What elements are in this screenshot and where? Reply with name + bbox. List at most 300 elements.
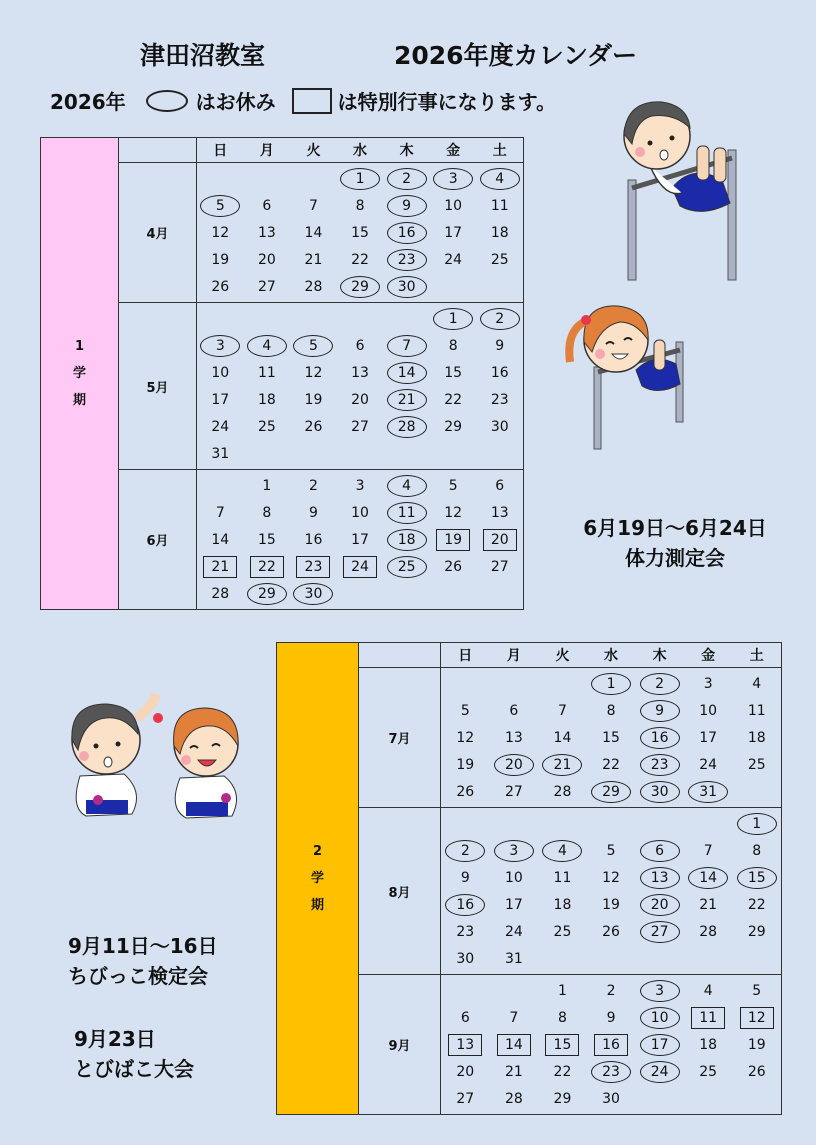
week-row [441, 810, 781, 837]
calendar-date: 8 [557, 1009, 567, 1026]
calendar-date: 25 [490, 251, 509, 268]
calendar-date [383, 307, 430, 331]
week-row [197, 440, 523, 467]
legend-event-text: は特別行事になります。 [337, 90, 557, 114]
special-event-date: 14 [490, 1033, 539, 1057]
holiday-date: 1 [587, 672, 636, 696]
calendar-date: 8 [606, 702, 616, 719]
calendar-date: 31 [211, 445, 230, 462]
special-event-date: 13 [441, 1033, 490, 1057]
vaulting-meet-event: とびばこ大会 [74, 1057, 194, 1081]
calendar-date: 27 [257, 278, 276, 295]
calendar-date [684, 812, 733, 836]
calendar-date: 9 [606, 1009, 616, 1026]
calendar-date: 8 [262, 504, 272, 521]
calendar-date: 7 [557, 702, 567, 719]
calendar-date: 28 [304, 278, 323, 295]
calendar-date: 9 [460, 869, 470, 886]
calendar-date: 15 [257, 531, 276, 548]
week-row [441, 837, 781, 864]
holiday-date: 30 [383, 275, 430, 299]
holiday-date: 30 [635, 780, 684, 804]
kids-cheering-illustration [40, 688, 250, 828]
holiday-date: 21 [538, 753, 587, 777]
week-row [197, 246, 523, 273]
calendar-date [441, 812, 490, 836]
holiday-date: 24 [635, 1060, 684, 1084]
week-row [197, 192, 523, 219]
holiday-date: 23 [587, 1060, 636, 1084]
calendar-date [430, 442, 477, 466]
calendar-date [587, 812, 636, 836]
week-row [197, 413, 523, 440]
calendar-date [732, 947, 781, 971]
calendar-date [290, 442, 337, 466]
weekday-header-row [41, 138, 524, 163]
calendar-date [684, 947, 733, 971]
calendar-date: 18 [490, 224, 509, 241]
special-event-date: 21 [197, 555, 244, 579]
calendar-date: 6 [355, 337, 365, 354]
calendar-date [197, 167, 244, 191]
calendar-date: 22 [553, 1063, 572, 1080]
calendar-date [490, 672, 539, 696]
calendar-date: 6 [262, 197, 272, 214]
term-label-char: 2 [312, 844, 323, 859]
week-row [197, 273, 523, 300]
calendar-date: 28 [211, 585, 230, 602]
week-row [441, 1031, 781, 1058]
holiday-date: 2 [635, 672, 684, 696]
calendar-date: 28 [553, 783, 572, 800]
calendar-date [490, 812, 539, 836]
weekday-label: 水 [604, 648, 619, 664]
calendar-date [732, 1087, 781, 1111]
weekday-header-row [277, 643, 782, 668]
holiday-date: 4 [244, 334, 291, 358]
calendar-date [383, 442, 430, 466]
special-event-date: 24 [337, 555, 384, 579]
calendar-date: 12 [444, 504, 463, 521]
calendar-date: 4 [752, 675, 762, 692]
calendar-date: 12 [602, 869, 620, 886]
holiday-date: 6 [635, 839, 684, 863]
calendar-date: 18 [747, 729, 766, 746]
week-row [197, 386, 523, 413]
calendar-date: 25 [257, 418, 276, 435]
calendar-date: 21 [304, 251, 323, 268]
calendar-date: 25 [553, 923, 572, 940]
week-row [197, 165, 523, 192]
skill-test-event: ちびっこ検定会 [68, 964, 208, 988]
calendar-date: 15 [602, 729, 620, 746]
calendar-date [244, 307, 291, 331]
calendar-date: 19 [602, 896, 620, 913]
month-label: 5月 [119, 303, 197, 470]
week-row [197, 472, 523, 499]
holiday-date: 16 [383, 221, 430, 245]
calendar-date: 3 [355, 477, 365, 494]
girl-horizontal-bar-illustration [558, 292, 698, 452]
month-label: 6月 [119, 470, 197, 610]
calendar-date: 14 [553, 729, 572, 746]
calendar-date: 27 [456, 1090, 475, 1107]
weekday-label: 火 [555, 648, 570, 664]
calendar-date: 10 [211, 364, 230, 381]
calendar-date: 11 [553, 869, 572, 886]
weekday-label: 金 [446, 143, 461, 159]
calendar-title: 2026年度カレンダー [394, 41, 637, 70]
calendar-date: 13 [490, 504, 509, 521]
calendar-date [635, 947, 684, 971]
calendar-date: 17 [444, 224, 463, 241]
calendar-date: 14 [211, 531, 230, 548]
calendar-date: 30 [490, 418, 509, 435]
calendar-date: 5 [460, 702, 470, 719]
month-label: 7月 [359, 668, 441, 808]
holiday-date: 25 [383, 555, 430, 579]
calendar-date: 7 [703, 842, 713, 859]
calendar-date: 19 [211, 251, 230, 268]
term-label [277, 643, 359, 1115]
calendar-date: 14 [304, 224, 323, 241]
special-event-date: 19 [430, 528, 477, 552]
calendar-date: 17 [211, 391, 230, 408]
holiday-date: 18 [383, 528, 430, 552]
term2-calendar [276, 642, 782, 1115]
holiday-date: 5 [290, 334, 337, 358]
calendar-date: 5 [448, 477, 458, 494]
calendar-date: 30 [456, 950, 475, 967]
calendar-date [732, 780, 781, 804]
calendar-date: 24 [444, 251, 463, 268]
calendar-date: 22 [351, 251, 369, 268]
special-event-date: 23 [290, 555, 337, 579]
calendar-date: 20 [257, 251, 276, 268]
skill-test-dates: 9月11日～16日 [68, 934, 218, 958]
special-event-date: 12 [732, 1006, 781, 1030]
calendar-date: 8 [752, 842, 762, 859]
calendar-date [587, 947, 636, 971]
holiday-date: 17 [635, 1033, 684, 1057]
term-label-char: 学 [72, 366, 86, 381]
calendar-date: 25 [699, 1063, 718, 1080]
calendar-date: 18 [699, 1036, 718, 1053]
special-event-date: 15 [538, 1033, 587, 1057]
holiday-date: 4 [383, 474, 430, 498]
holiday-date: 4 [538, 839, 587, 863]
calendar-date: 31 [504, 950, 523, 967]
calendar-date: 13 [257, 224, 276, 241]
calendar-date [476, 275, 523, 299]
month-label: 8月 [359, 808, 441, 975]
week-row [441, 977, 781, 1004]
holiday-date: 3 [430, 167, 477, 191]
calendar-date: 6 [509, 702, 519, 719]
calendar-date [538, 812, 587, 836]
calendar-date [383, 582, 430, 606]
term-label-char: 期 [72, 393, 86, 408]
calendar-date: 22 [602, 756, 620, 773]
calendar-date: 10 [444, 197, 463, 214]
holiday-date: 16 [635, 726, 684, 750]
calendar-date: 23 [490, 391, 509, 408]
holiday-date: 2 [383, 167, 430, 191]
header-corner [359, 643, 441, 668]
holiday-date: 29 [244, 582, 291, 606]
calendar-date: 13 [351, 364, 369, 381]
calendar-date: 29 [747, 923, 766, 940]
holiday-date: 23 [635, 753, 684, 777]
calendar-date: 9 [495, 337, 505, 354]
holiday-date: 16 [441, 893, 490, 917]
week-row [441, 1085, 781, 1112]
holiday-date: 2 [476, 307, 523, 331]
header-corner [119, 138, 197, 163]
weekday-label: 木 [399, 143, 414, 159]
calendar-date [337, 442, 384, 466]
calendar-date: 20 [456, 1063, 475, 1080]
holiday-date: 3 [635, 979, 684, 1003]
holiday-date: 1 [732, 812, 781, 836]
holiday-date: 14 [383, 361, 430, 385]
holiday-date: 14 [684, 866, 733, 890]
calendar-date [337, 307, 384, 331]
legend-year: 2026年 [50, 90, 126, 114]
vaulting-meet-date: 9月23日 [74, 1027, 156, 1051]
calendar-date: 4 [703, 982, 713, 999]
calendar-date [430, 275, 477, 299]
weekday-label: 月 [259, 143, 274, 159]
weekday-label: 土 [749, 648, 764, 664]
term-label [41, 138, 119, 610]
week-row [441, 751, 781, 778]
holiday-date: 15 [732, 866, 781, 890]
calendar-date: 19 [747, 1036, 766, 1053]
calendar-date: 1 [557, 982, 567, 999]
holiday-date: 29 [337, 275, 384, 299]
holiday-date: 7 [383, 334, 430, 358]
calendar-date: 24 [699, 756, 718, 773]
skill-test-note [68, 931, 218, 991]
weekday-label: 火 [306, 143, 321, 159]
calendar-date [476, 582, 523, 606]
calendar-date: 27 [504, 783, 523, 800]
term1-calendar [40, 137, 524, 610]
holiday-date: 13 [635, 866, 684, 890]
calendar-date: 12 [211, 224, 230, 241]
calendar-date: 10 [504, 869, 523, 886]
calendar-date: 26 [456, 783, 475, 800]
calendar-date [244, 167, 291, 191]
calendar-date [538, 947, 587, 971]
holiday-date: 27 [635, 920, 684, 944]
fitness-test-event: 体力測定会 [625, 546, 725, 570]
calendar-date: 15 [444, 364, 463, 381]
calendar-date: 30 [602, 1090, 620, 1107]
week-row [441, 1058, 781, 1085]
calendar-date: 17 [504, 896, 523, 913]
calendar-date: 8 [355, 197, 365, 214]
calendar-date [490, 979, 539, 1003]
calendar-date: 2 [308, 477, 318, 494]
calendar-date [635, 1087, 684, 1111]
week-row [197, 580, 523, 607]
term-label-char: 学 [310, 871, 324, 886]
calendar-date [290, 167, 337, 191]
month-label: 9月 [359, 975, 441, 1115]
holiday-date: 3 [197, 334, 244, 358]
week-row [197, 526, 523, 553]
boy-horizontal-bar-illustration [602, 88, 752, 283]
holiday-date: 9 [635, 699, 684, 723]
month-label: 4月 [119, 163, 197, 303]
special-event-date: 20 [476, 528, 523, 552]
calendar-date: 7 [308, 197, 318, 214]
calendar-date: 24 [211, 418, 230, 435]
term-label-char: 1 [74, 339, 85, 354]
holiday-date: 21 [383, 388, 430, 412]
calendar-date: 11 [490, 197, 509, 214]
calendar-date: 11 [747, 702, 766, 719]
weekday-label: 金 [701, 648, 716, 664]
calendar-date [197, 474, 244, 498]
holiday-date: 10 [635, 1006, 684, 1030]
calendar-date: 17 [699, 729, 718, 746]
calendar-date: 7 [215, 504, 225, 521]
calendar-date [441, 979, 490, 1003]
calendar-date: 7 [509, 1009, 519, 1026]
calendar-date: 19 [456, 756, 475, 773]
week-row [197, 359, 523, 386]
calendar-date: 6 [460, 1009, 470, 1026]
calendar-date [197, 307, 244, 331]
calendar-date [430, 582, 477, 606]
week-row [441, 1004, 781, 1031]
week-row [441, 670, 781, 697]
calendar-date: 26 [211, 278, 230, 295]
calendar-date: 19 [304, 391, 323, 408]
special-event-date: 11 [684, 1006, 733, 1030]
calendar-date: 26 [602, 923, 620, 940]
calendar-date: 28 [699, 923, 718, 940]
holiday-date: 9 [383, 194, 430, 218]
weekday-label: 日 [458, 648, 473, 664]
calendar-date: 2 [606, 982, 616, 999]
calendar-date [337, 582, 384, 606]
calendar-date: 11 [257, 364, 276, 381]
calendar-date: 17 [351, 531, 369, 548]
calendar-date [538, 672, 587, 696]
calendar-date: 26 [747, 1063, 766, 1080]
calendar-date: 25 [747, 756, 766, 773]
box-marker-sample [292, 88, 332, 114]
calendar-date [684, 1087, 733, 1111]
calendar-date: 1 [262, 477, 272, 494]
week-row [441, 697, 781, 724]
week-row [197, 553, 523, 580]
calendar-date: 18 [553, 896, 572, 913]
calendar-date: 16 [304, 531, 323, 548]
term-label-char: 期 [310, 898, 324, 913]
holiday-date: 30 [290, 582, 337, 606]
holiday-date: 3 [490, 839, 539, 863]
calendar-date: 10 [699, 702, 718, 719]
calendar-date: 15 [351, 224, 369, 241]
calendar-date: 12 [304, 364, 323, 381]
calendar-date: 13 [504, 729, 523, 746]
calendar-date: 23 [456, 923, 475, 940]
calendar-date: 29 [444, 418, 463, 435]
calendar-date [476, 442, 523, 466]
week-row [197, 219, 523, 246]
legend-holiday-text: はお休み [195, 90, 276, 114]
holiday-date: 20 [635, 893, 684, 917]
holiday-date: 20 [490, 753, 539, 777]
holiday-date: 23 [383, 248, 430, 272]
calendar-date: 29 [553, 1090, 572, 1107]
calendar-date: 9 [308, 504, 318, 521]
calendar-date: 22 [444, 391, 463, 408]
week-row [441, 918, 781, 945]
calendar-date: 6 [495, 477, 505, 494]
calendar-date: 12 [456, 729, 475, 746]
calendar-date: 22 [747, 896, 766, 913]
calendar-date [635, 812, 684, 836]
calendar-date [441, 672, 490, 696]
holiday-date: 1 [337, 167, 384, 191]
holiday-date: 31 [684, 780, 733, 804]
calendar-date: 8 [448, 337, 458, 354]
holiday-date: 29 [587, 780, 636, 804]
week-row [197, 499, 523, 526]
weekday-label: 水 [353, 143, 368, 159]
calendar-date: 28 [504, 1090, 523, 1107]
week-row [441, 864, 781, 891]
holiday-date: 28 [383, 415, 430, 439]
weekday-label: 月 [506, 648, 521, 664]
holiday-date: 1 [430, 307, 477, 331]
calendar-date: 26 [444, 558, 463, 575]
week-row [441, 945, 781, 972]
calendar-date: 18 [257, 391, 276, 408]
holiday-date: 11 [383, 501, 430, 525]
week-row [197, 332, 523, 359]
holiday-date: 2 [441, 839, 490, 863]
fitness-test-note [560, 513, 790, 573]
holiday-date: 4 [476, 167, 523, 191]
calendar-date: 3 [703, 675, 713, 692]
vaulting-meet-note [74, 1024, 194, 1084]
calendar-date [244, 442, 291, 466]
special-event-date: 22 [244, 555, 291, 579]
calendar-date: 5 [606, 842, 616, 859]
holiday-date: 5 [197, 194, 244, 218]
calendar-date: 20 [351, 391, 369, 408]
weekday-label: 日 [213, 143, 228, 159]
legend [50, 86, 556, 115]
special-event-date: 16 [587, 1033, 636, 1057]
week-row [441, 891, 781, 918]
calendar-date: 16 [490, 364, 509, 381]
calendar-date: 24 [504, 923, 523, 940]
calendar-date: 27 [490, 558, 509, 575]
calendar-date: 10 [351, 504, 369, 521]
oval-marker-sample [146, 90, 188, 112]
calendar-date [290, 307, 337, 331]
calendar-date: 27 [351, 418, 369, 435]
week-row [197, 305, 523, 332]
